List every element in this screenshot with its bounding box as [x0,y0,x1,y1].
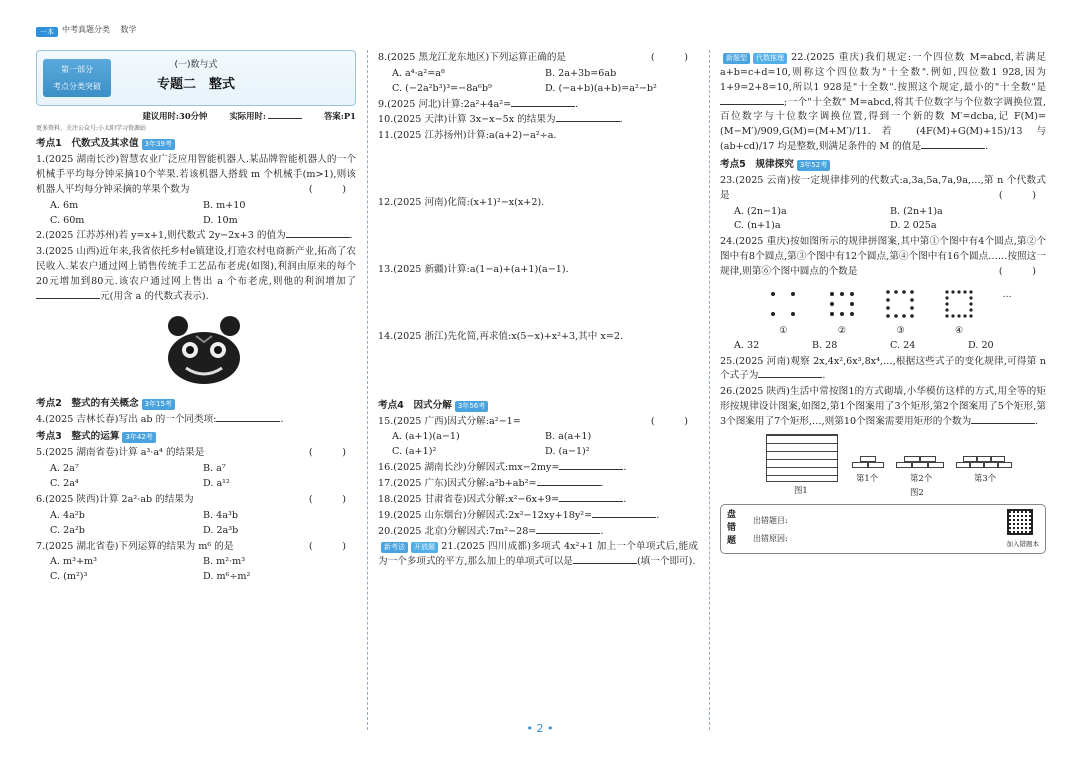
actual-time-blank[interactable] [268,118,302,119]
figure-label: 图1 [794,484,808,495]
column-2 [378,50,698,724]
option[interactable]: B. a⁷ [203,463,226,475]
section-heading: 考点3 整式的运算 3年42考 [36,430,356,445]
option[interactable]: A. 32 [734,339,760,351]
option[interactable]: D. 2a³b [203,524,239,536]
options [36,462,356,492]
option[interactable]: C. (n+1)a [734,220,781,232]
answer-blank[interactable] [36,298,100,299]
header-breadcrumb [62,24,137,36]
part-line-2: 考点分类突破 [53,82,101,91]
option[interactable]: C. 24 [890,339,916,351]
answer-blank[interactable] [971,423,1035,424]
question-12: 12.(2025 河南)化简:(x+1)²−x(x+2). [378,197,545,209]
new-method-tag: 新考法 [381,542,408,553]
title-box [36,50,356,106]
answer-blank[interactable] [559,469,623,470]
question-3: 3.(2025 山西)近年来,我省依托乡村e镇建设,打造农村电商新产业,拓高了农民收入.某农户通过网上销售传统手工艺品布老虎(如图),利润由原来的每个20元增加到80元.该农户通过网上售出 a 个布老虎,则他的利润增加了元(用含 a 的代数式表示). [36,246,356,302]
option[interactable]: D. (a−1)² [545,446,590,458]
error-reason-line: 出错原因: [753,533,788,543]
question-14: 14.(2025 浙江)先化简,再求值:x(5−x)+x²+3,其中 x=2. [378,330,624,342]
answer-blank[interactable] [511,106,575,107]
question-26: 26.(2025 陕西)生活中常按图1的方式砌墙,小华模仿这样的方式,用全等的矩形按规律设计图案,如图2,第1个图案用了3个矩形,第2个图案用了5个矩形,第3个图案用了7个矩形,…,则第10个图案需要用矩形的个数为 . [720,386,1046,428]
options [378,430,698,460]
section-subtitle: (一)数与式 [174,60,218,70]
error-review-box [720,504,1046,554]
actual-time: 实际用时: [229,110,302,123]
cloth-tiger-image [160,310,248,388]
subject-name: 数学 [120,25,137,34]
brick-pattern-3 [956,456,1012,468]
option[interactable]: D. 10m [203,214,238,226]
error-question-line: 出错题目: [753,515,788,525]
dot-figure: ③ [885,289,915,339]
sub-figure-label: 第3个 [974,472,997,483]
question-13: 13.(2025 新疆)计算:a(1−a)+(a+1)(a−1). [378,264,569,276]
option[interactable]: A. 4a²b [50,509,85,521]
suggested-time: 建议用时:30分钟 [142,111,208,121]
question-18: 18.(2025 甘肃省卷)因式分解:x²−6x+9= . [378,493,627,505]
option[interactable]: C. 60m [50,214,85,226]
question-5: 5.(2025 湖南省卷)计算 a³·a⁴ 的结果是 ( ) [36,446,356,461]
continuation-ellipsis: … [1002,289,1012,300]
open-question-tag: 开放题 [411,542,438,553]
option[interactable]: C. (a+1)² [392,446,437,458]
page-number: • 2 • [526,722,554,735]
option[interactable]: C. 2a²b [50,524,85,536]
question-22: 新题型 代数推理 22.(2025 重庆)我们规定:一个四位数 M=abcd,若满足 a+b=c+d=10,则称这个四位数为"十全数".例如,四位数1 928,因为1+9=2+8=10,所以1 928是"十全数".按照这个规定,最小的"十全数"是;一个"十全数" M=abcd,将其千位数字与个位数字调换位置,百位数字与十位数字调换位置,得到一个新的数 M′=dcba,记 F(M)=(M−M′)/909,G(M)=(M+M′)/11.若 (4F(M)+G(M)+15)/13 与 (ab+cd)/17 均是整数,则满足条件的 M 的值是 . [720,52,1046,153]
option[interactable]: A. (a+1)(a−1) [392,431,460,443]
question-2: 2.(2025 江苏苏州)若 y=x+1,则代数式 2y−2x+3 的值为 . [36,230,353,242]
dot-figure: ① [768,289,798,339]
option[interactable]: B. a(a+1) [545,431,592,443]
option[interactable]: B. 28 [812,339,838,351]
question-16: 16.(2025 湖南长沙)分解因式:mx−2my= . [378,462,627,474]
answer-blank[interactable] [921,148,985,149]
answer-paren[interactable]: ( ) [308,493,356,505]
sub-figure-label: 第1个 [856,472,879,483]
question-17: 17.(2025 广东)因式分解:a²b+ab²= . [378,478,604,490]
algebra-reasoning-tag: 代数推理 [753,53,787,64]
dot-figure: ④ [944,289,974,339]
frequency-tag: 3年52考 [797,160,830,171]
option[interactable]: B. 2a+3b=6ab [545,67,617,79]
question-6: 6.(2025 陕西)计算 2a²·ab 的结果为 ( ) [36,493,356,508]
frequency-tag: 3年39考 [142,139,175,150]
question-19: 19.(2025 山东烟台)分解因式:2x²−12xy+18y²= . [378,509,660,521]
option[interactable]: C. (m²)³ [50,571,88,583]
options [36,555,356,585]
column-3 [720,50,1046,724]
brick-figures [720,434,1046,498]
section-heading: 考点5 规律探究 3年52考 [720,158,1046,173]
answer-space[interactable] [378,279,698,329]
part-line-1: 第一部分 [61,65,93,74]
question-1: 1.(2025 湖南长沙)智慧农业广泛应用智能机器人.某品牌智能机器人的一个机械手平均每分钟采摘10个苹果.若该机器人搭载 m 个机械手(m>1),则该机器人平均每分钟采摘的苹果个数为 ( ) [36,153,356,198]
answer-paren[interactable]: ( ) [650,52,698,63]
question-20: 20.(2025 北京)分解因式:7m²−28= . [378,525,604,537]
figure-label: 图2 [910,486,924,497]
answer-paren[interactable]: ( ) [998,189,1046,201]
page-title: 专题二 整式 [156,77,235,92]
frequency-tag: 3年56考 [455,401,488,412]
column-divider [367,50,368,730]
options [720,339,1046,354]
new-type-tag: 新题型 [723,53,750,64]
answer-space[interactable] [378,346,698,396]
brick-wall-figure [766,434,838,482]
brick-pattern-1 [852,456,884,468]
answer-space[interactable] [378,145,698,195]
answer-blank[interactable] [286,237,350,238]
options [36,199,356,229]
frequency-tag: 3年42考 [122,432,155,443]
answer-blank[interactable] [573,563,637,564]
answer-blank[interactable] [536,533,600,534]
option[interactable]: B. (2n+1)a [890,205,943,217]
section-heading: 考点2 整式的有关概念 3年15考 [36,397,356,412]
tiger-figure [36,306,356,394]
answer-paren[interactable]: ( ) [308,447,356,459]
brand-logo: 一本 [36,27,58,37]
option[interactable]: A. (2n−1)a [734,205,787,217]
section-heading: 考点4 因式分解 3年56考 [378,399,698,414]
frequency-tag: 3年15考 [142,399,175,410]
series-name: 中考真题分类 [62,25,110,34]
option[interactable]: D. 20 [968,339,994,351]
answer-paren[interactable]: ( ) [308,540,356,552]
answer-blank[interactable] [758,377,822,378]
question-21: 新考法 开放题 21.(2025 四川成都)多项式 4x²+1 加上一个单项式后,能成为一个多项式的平方,那么加上的单项式可以是 (填一个即可). [378,541,698,568]
qr-label: 加入错题本 [1006,539,1039,548]
question-15: 15.(2025 广西)因式分解:a²−1= ( ) [378,415,698,430]
options [36,509,356,539]
question-24: 24.(2025 重庆)按如图所示的规律拼图案,其中第①个图中有4个圆点,第②个图中有8个圆点,第③个图中有12个圆点,第④个图中有16个圆点……按照这一规律,则第⑥个图中圆点的个数是 ( ) [720,235,1046,280]
question-25: 25.(2025 河南)观察 2x,4x²,6x³,8x⁴,…,根据这些式子的变化规律,可得第 n 个式子为 . [720,355,1046,382]
option[interactable]: D. a¹² [203,478,230,490]
options [378,67,698,97]
answer-blank[interactable] [216,421,280,422]
option[interactable]: A. a⁴·a²=a⁸ [392,67,445,79]
sub-figure-label: 第2个 [910,472,933,483]
option[interactable]: D. 2 025a [890,220,937,232]
option[interactable]: B. 4a³b [203,509,238,521]
option[interactable]: A. 2a⁷ [50,463,79,475]
option[interactable]: D. (−a+b)(a+b)=a²−b² [545,82,657,94]
option[interactable]: A. 6m [50,199,79,211]
question-7: 7.(2025 湖北省卷)下列运算的结果为 m⁶ 的是 ( ) [36,540,356,555]
answer-blank[interactable] [592,517,656,518]
footnote: 更多资料、关注公众号:小太阳学习资源站 [36,125,147,133]
question-8: 8.(2025 黑龙江龙东地区)下列运算正确的是 ( ) [378,51,698,66]
column-1 [36,50,356,724]
answer-paren[interactable]: ( ) [308,183,356,195]
option[interactable]: C. 2a⁴ [50,478,79,490]
option[interactable]: B. m²·m³ [203,556,246,568]
option[interactable]: D. m⁶÷m² [203,571,251,583]
answer-blank[interactable] [537,485,601,486]
answer-blank[interactable] [720,104,784,105]
answer-paren[interactable]: ( ) [998,266,1046,278]
dot-pattern-figures [720,281,1046,339]
qr-code-icon[interactable] [1007,509,1033,535]
column-divider [709,50,710,730]
answer-paren[interactable]: ( ) [650,415,698,427]
answer-space[interactable] [378,212,698,262]
answer-ref: 答案:P1 [324,111,356,121]
answer-blank[interactable] [559,501,623,502]
option[interactable]: B. m+10 [203,199,246,211]
timing-row [36,110,356,123]
question-10: 10.(2025 天津)计算 3x−x−5x 的结果为 . [378,114,623,126]
option[interactable]: A. m³+m³ [50,556,97,568]
answer-blank[interactable] [556,121,620,122]
question-4: 4.(2025 吉林长春)写出 ab 的一个同类项: . [36,413,284,425]
question-11: 11.(2025 江苏扬州)计算:a(a+2)−a²÷a. [378,130,557,142]
question-9: 9.(2025 河北)计算:2a²+4a²= . [378,98,579,110]
dot-figure: ② [827,289,857,339]
options [720,205,1046,235]
page-header [0,0,1080,40]
section-heading: 考点1 代数式及其求值 3年39考 [36,137,356,152]
review-tag: 盘错题 [727,509,737,546]
question-23: 23.(2025 云南)按一定规律排列的代数式:a,3a,5a,7a,9a,…,第 n 个代数式是 ( ) [720,174,1046,204]
option[interactable]: C. (−2a²b³)³=−8a⁶b⁹ [392,82,492,94]
brick-pattern-2 [896,456,944,468]
